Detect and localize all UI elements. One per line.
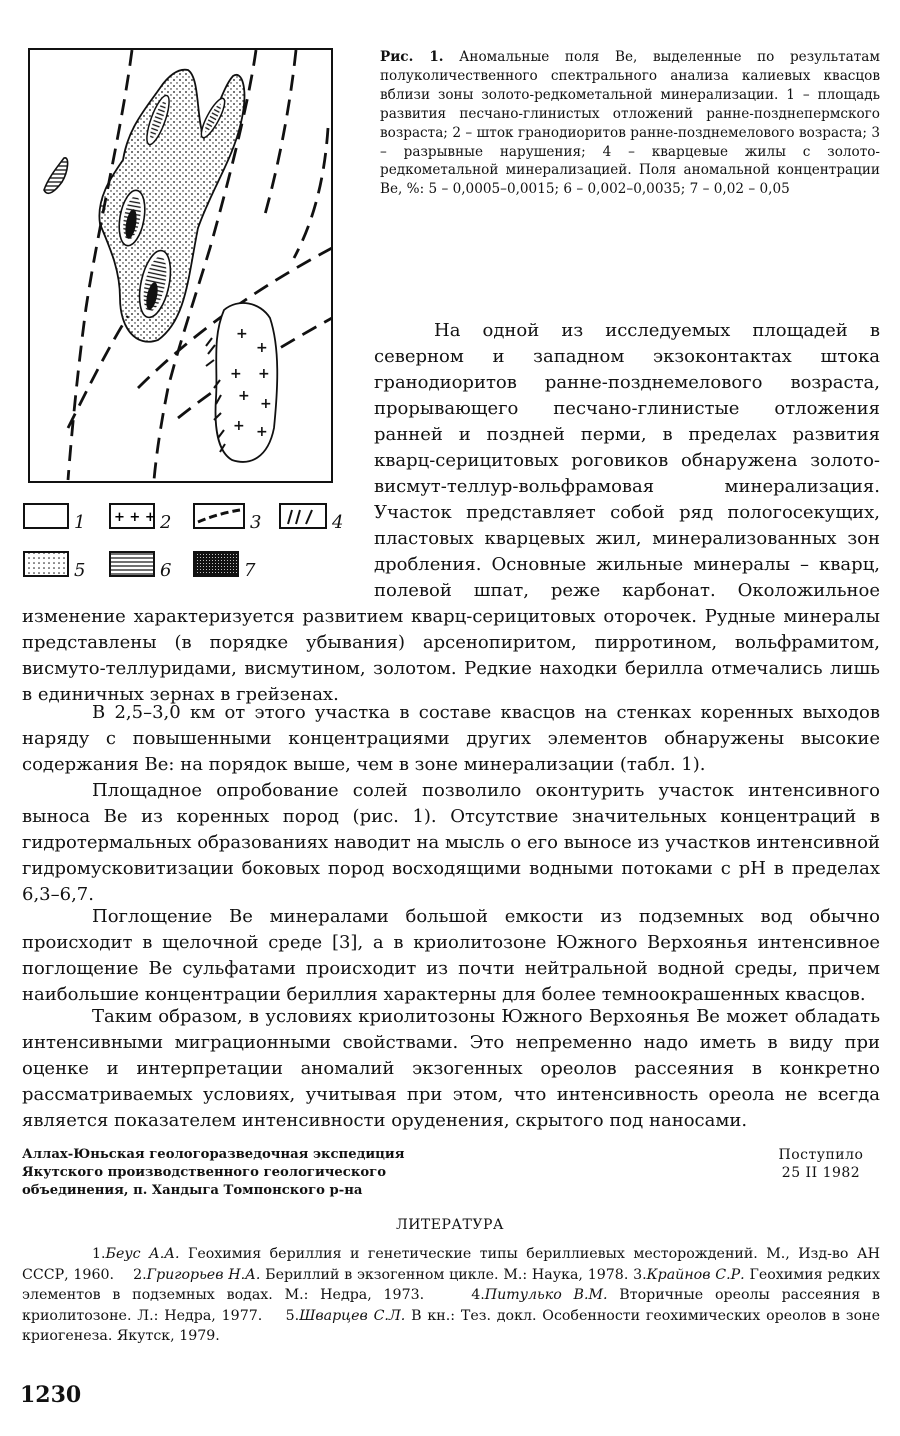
paragraph-2: В 2,5–3,0 км от этого участка в составе квасцов на стенках коренных выходов наряду с повышенными концентрациями других элементов обнаружены высокие содержания Be: на порядок выше, чем в зоне минерализации (табл. 1). xyxy=(22,702,880,775)
svg-text:+: + xyxy=(230,366,242,382)
page-number: 1230 xyxy=(20,1382,82,1408)
svg-text:+: + xyxy=(260,396,272,412)
literature-heading: ЛИТЕРАТУРА xyxy=(396,1217,504,1233)
reference-item: 3.Крайнов С.Р. Геохимия редких элементов в подземных водах. М.: Недра, 1973. xyxy=(22,1266,880,1303)
paragraph-4: Поглощение Be минералами большой емкости из подземных вод обычно происходит в щелочной среде [3], а в криолитозоне Южного Верхоянья интенсивное поглощение Be сульфатами происходит из почти нейтральной водной среды, причем наибольшие концентрации бериллия характерны для более темноокрашенных квасцов. xyxy=(22,906,880,1005)
paragraph-1-block xyxy=(22,318,880,708)
legend-label-5: 5 xyxy=(74,560,86,581)
affiliation-line-3: объединения, п. Хандыга Томпонского р-на xyxy=(22,1183,363,1198)
svg-text:+: + xyxy=(236,326,248,342)
svg-text:+: + xyxy=(256,424,268,440)
figure-spacer xyxy=(22,318,374,594)
affiliation xyxy=(22,1146,482,1200)
reference-item: 4.Питулько В.М. Вторичные ореолы рассеяния в криолитозоне. Л.: Недра, 1977. xyxy=(22,1287,880,1324)
legend-label-2: 2 xyxy=(160,512,172,533)
figure-caption xyxy=(380,48,880,199)
reference-item: 1.Беус А.А. Геохимия бериллия и генетические типы бериллиевых месторождений. М., Изд-во АН СССР, 1960. xyxy=(22,1246,880,1283)
legend-label-7: 7 xyxy=(244,560,256,581)
caption-text: Аномальные поля Be, выделенные по результатам полуколичественного спектрального анализа калиевых квасцов вблизи зоны золото-редкометальной минерализации. 1 – площадь развития песчано-глинистых отложений ранне-позднепермского возраста; 2 – шток гранодиоритов ранне-позднемелового возраста; 3 – разрывные нарушения; 4 – кварцевые жилы с золото-редкометальной минерализацией. Поля аномальной концентрации Be, %: 5 – 0,0005–0,0015; 6 – 0,002–0,0035; 7 – 0,02 – 0,05 xyxy=(380,49,880,198)
affiliation-line-1: Аллах-Юньская геологоразведочная экспедиция xyxy=(22,1147,405,1162)
svg-text:+: + xyxy=(233,418,245,434)
legend-label-3: 3 xyxy=(250,512,262,533)
paragraph-5: Таким образом, в условиях криолитозоны Южного Верхоянья Be может обладать интенсивными миграционными свойствами. Это непременно надо иметь в виду при оценке и интерпретации аномалий экзогенных ореолов рассеяния в конкретно рассматриваемых условиях, учитывая при этом, что интенсивность ореола не всегда является показателем интенсивности оруденения, скрытого под наносами. xyxy=(22,1006,880,1131)
legend-label-1: 1 xyxy=(74,512,86,533)
svg-text:+: + xyxy=(258,366,270,382)
received-date: 25 II 1982 xyxy=(781,1165,861,1181)
references-list xyxy=(22,1244,880,1347)
legend-label-6: 6 xyxy=(160,560,172,581)
received-label: Поступило xyxy=(778,1147,864,1163)
paragraph-1: На одной из исследуемых площадей в северном и западном экзоконтактах штока гранодиоритов ранне-позднемелового возраста, прорывающего песчано-глинистые отложения ранней и поздней перми, в пределах развития кварц-серицитовых роговиков обнаружена золото-висмут-теллур-вольфрамовая минерализация. Участок представляет собой ряд пологосекущих, пластовых кварцевых жил, минерализованных зон дробления. Основные жильные минералы – кварц, полевой шпат, реже карбонат. Околожильное изменение характеризуется развитием кварц-серицитовых оторочек. Рудные минералы представлены (в порядке убывания) арсенопиритом, пирротином, вольфрамитом, висмуто-теллуридами, висмутином, золотом. Редкие находки берилла отмечались лишь в единичных зернах в грейзенах. xyxy=(22,320,880,705)
anomaly-field-west xyxy=(44,158,68,193)
reference-item: 2.Григорьев Н.А. Бериллий в экзогенном цикле. М.: Наука, 1978. xyxy=(133,1266,629,1283)
svg-text:+ + +: + + + xyxy=(114,510,156,525)
received-note xyxy=(760,1146,882,1182)
affiliation-line-2: Якутского производственного геологического xyxy=(22,1165,387,1180)
paragraph-3: Площадное опробование солей позволило оконтурить участок интенсивного выноса Be из коренных пород (рис. 1). Отсутствие значительных концентраций в гидротермальных образованиях наводит на мысль о его выносе из участков интенсивной гидромусковитизации боковых пород восходящими водными потоками с pH в пределах 6,3–6,7. xyxy=(22,780,880,905)
svg-text:+: + xyxy=(238,388,250,404)
caption-label: Рис. 1. xyxy=(380,49,444,65)
svg-text:+: + xyxy=(256,340,268,356)
legend-label-4: 4 xyxy=(332,512,344,533)
reference-item: 5.Шварцев С.Л. В кн.: Тез. докл. Особенности геохимических ореолов в зоне криогенеза. Якутск, 1979. xyxy=(22,1307,881,1344)
